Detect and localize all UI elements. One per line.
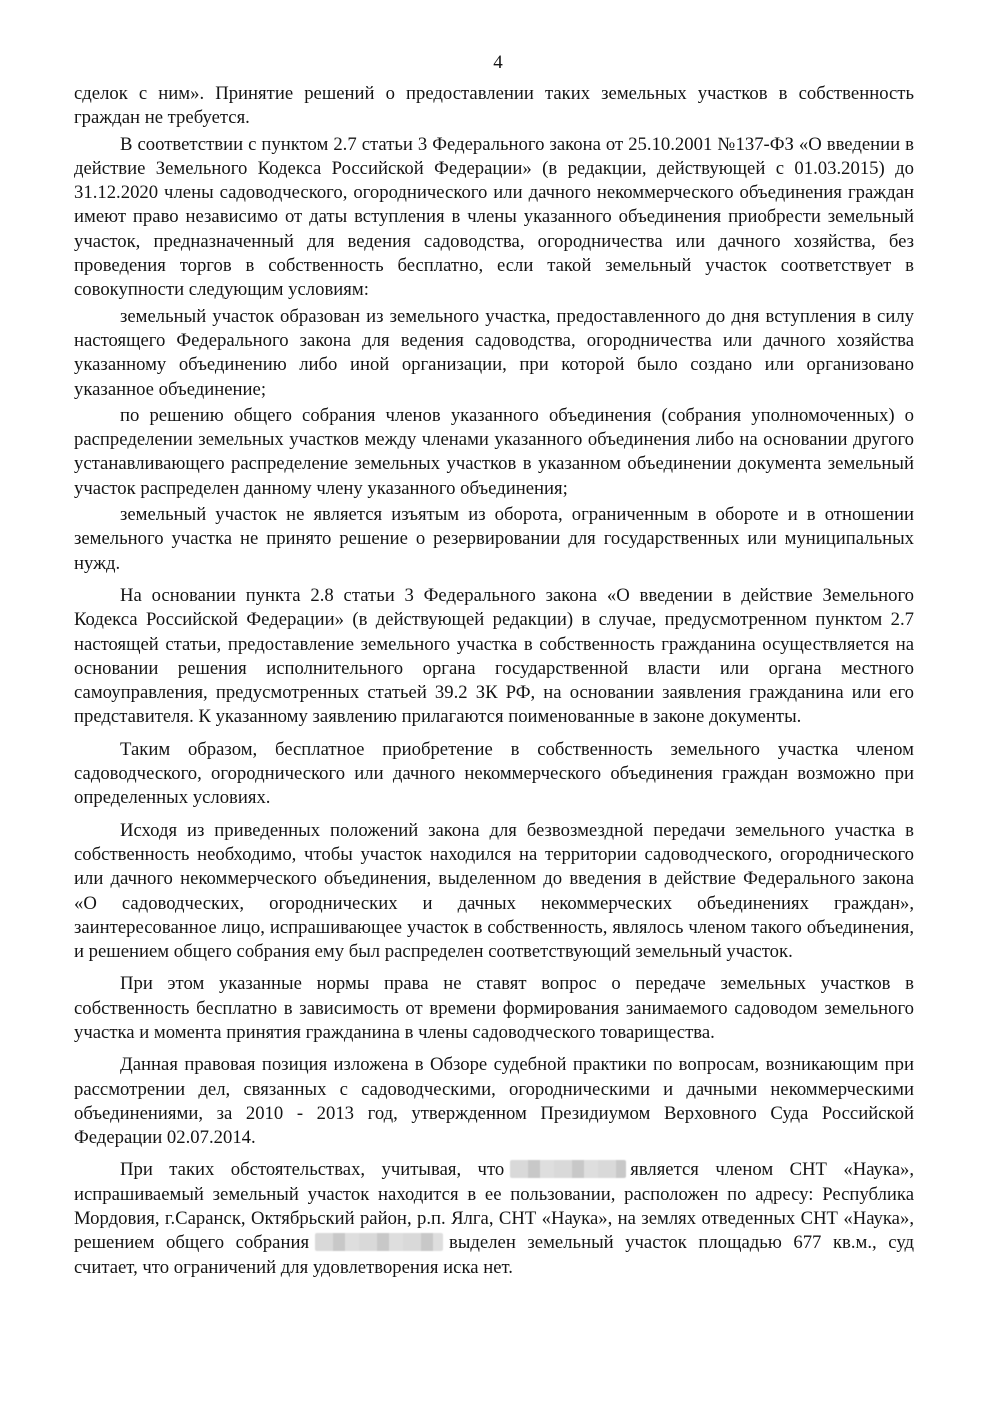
paragraph-law-reference: В соответствии с пунктом 2.7 статьи 3 Федерального закона от 25.10.2001 №137-ФЗ «О введении в действие Земельного Кодекса Российской Федерации» (в редакции, действующей с 01.03.2015) до 31.12.2020 члены садоводческого, огороднического или дачного некоммерческого объединения граждан имеют право независимо от даты вступления в члены указанного объединения приобрести земельный участок, предназначенный для ведения садоводства, огородничества или дачного хозяйства, без проведения торгов в собственность бесплатно, если такой земельный участок соответствует в совокупности следующим условиям: [74, 133, 914, 301]
final-text-part-3: выделен земельный участок площадью 677 кв.м., суд считает, что ограничений для удовлетворения иска нет. [74, 1232, 914, 1278]
paragraph-condition-1: земельный участок образован из земельного участка, предоставленного до дня вступления в силу настоящего Федерального закона для ведения садоводства, огородничества или дачного хозяйства указанному объединению либо иной организации, при которой было создано или организовано указанное объединение; [74, 305, 914, 400]
redacted-name [315, 1233, 443, 1251]
final-text-part-1: При таких обстоятельствах, учитывая, что [120, 1159, 505, 1181]
paragraph-final [74, 1158, 914, 1279]
paragraph-condition-2: по решению общего собрания членов указанного объединения (собрания уполномоченных) о распределении земельных участков между членами указанного объединения либо на основании другого устанавливающего распределение земельных участков в указанном объединении документа земельный участок распределен данному члену указанного объединения; [74, 404, 914, 499]
paragraph-procedure: На основании пункта 2.8 статьи 3 Федерального закона «О введении в действие Земельного Кодекса Российской Федерации» (в действующей редакции) в случае, предусмотренном пунктом 2.7 настоящей статьи, предоставление земельного участка в собственность гражданина осуществляется на основании решения исполнительного органа государственной власти или органа местного самоуправления, предусмотренных статьей 39.2 ЗК РФ, на основании заявления гражданина или его представителя. К указанному заявлению прилагаются поименованные в законе документы. [74, 584, 914, 728]
paragraph-legal-position: Данная правовая позиция изложена в Обзоре судебной практики по вопросам, возникающим при рассмотрении дел, связанных с садоводческими, огородническими и дачными некоммерческими объединениями, за 2010 - 2013 год, утвержденном Президиумом Верховного Суда Российской Федерации 02.07.2014. [74, 1054, 914, 1149]
final-text-part-2: является членом СНТ «Наука», испрашиваемый земельный участок находится в ее пользовании, расположен по адресу: Республика Мордовия, г.Саранск, Октябрьский район, р.п. Ялга, СНТ «Наука», на землях отведенных СНТ «Наука», решением общего собрания [74, 1159, 914, 1254]
paragraph-continuation: сделок с ним». Принятие решений о предоставлении таких земельных участков в собственность граждан не требуется. [74, 83, 914, 129]
paragraph-requirements: Исходя из приведенных положений закона для безвозмездной передачи земельного участка в собственность необходимо, чтобы участок находился на территории садоводческого, огороднического или дачного некоммерческого объединения, выделенном до введения в действие Федерального закона «О садоводческих, огороднических и дачных некоммерческих объединениях граждан», заинтересованное лицо, испрашивающее участок в собственность, являлось членом такого объединения, и решением общего собрания ему был распределен соответствующий земельный участок. [74, 819, 914, 963]
redacted-name [510, 1160, 626, 1178]
paragraph-norms: При этом указанные нормы права не ставят вопрос о передаче земельных участков в собственность бесплатно в зависимость от времени формирования занимаемого садоводом земельного участка и момента принятия гражданина в члены садоводческого товарищества. [74, 973, 914, 1043]
paragraph-conclusion: Таким образом, бесплатное приобретение в собственность земельного участка членом садоводческого, огороднического или дачного некоммерческого объединения граждан возможно при определенных условиях. [74, 738, 914, 809]
paragraph-condition-3: земельный участок не является изъятым из оборота, ограниченным в обороте и в отношении земельного участка не принято решение о резервировании для государственных или муниципальных нужд. [74, 504, 914, 574]
document-body [74, 82, 914, 1280]
page-number: 4 [493, 52, 503, 73]
